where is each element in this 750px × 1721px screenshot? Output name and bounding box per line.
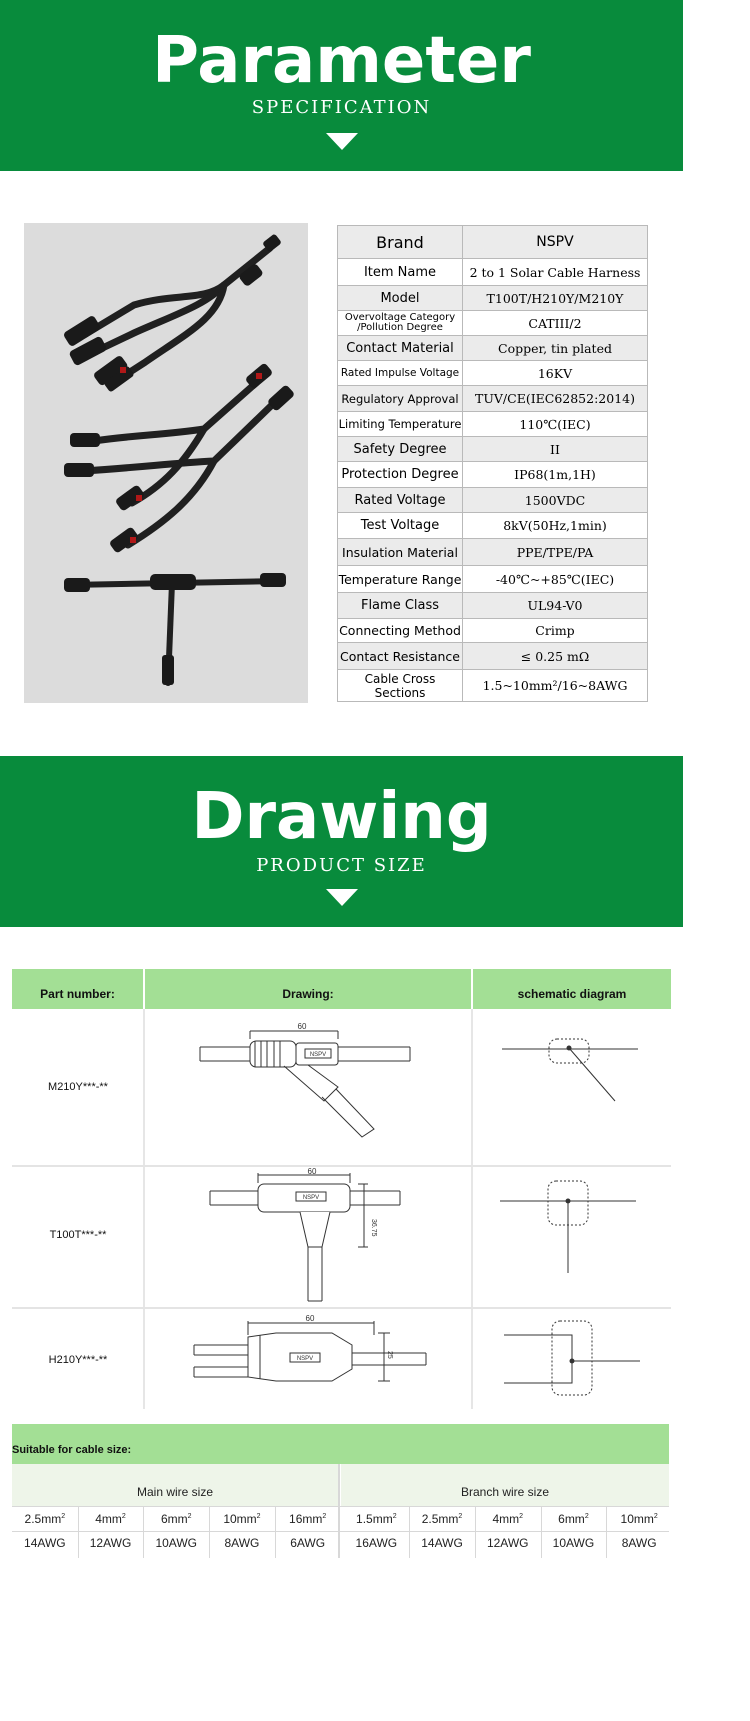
spec-value: 110℃(IEC) (463, 412, 648, 437)
specification-table (337, 225, 648, 702)
wire-size-mm: $6mm^2$ (558, 1512, 589, 1526)
t100t-drawing (12, 1167, 671, 1307)
wire-size-awg: 12AWG (486, 1536, 529, 1550)
spec-row (338, 619, 648, 643)
spec-key: Regulatory Approval (338, 386, 463, 412)
drawing-table (12, 969, 671, 1409)
spec-row (338, 336, 648, 361)
cell-divider (78, 1506, 79, 1558)
spec-row (338, 437, 648, 462)
spec-key: Protection Degree (338, 462, 463, 488)
spec-key: Contact Resistance (338, 643, 463, 670)
spec-key: Brand (338, 226, 463, 259)
spec-value: UL94-V0 (463, 593, 648, 619)
spec-row (338, 286, 648, 311)
spec-value: 2 to 1 Solar Cable Harness (463, 259, 648, 286)
spec-row (338, 259, 648, 286)
wire-size-awg: 12AWG (89, 1536, 132, 1550)
spec-row (338, 462, 648, 488)
wire-size-mm: $16mm^2$ (289, 1512, 327, 1526)
spec-key: Item Name (338, 259, 463, 286)
spec-row (338, 566, 648, 593)
spec-value: TUV/CE(IEC62852:2014) (463, 386, 648, 412)
dimension-label: 36.75 (370, 1219, 377, 1237)
spec-key: Model (338, 286, 463, 311)
wire-size-awg: 8AWG (224, 1536, 260, 1550)
drawing-title: Drawing (191, 780, 492, 854)
wire-size-mm: $10mm^2$ (620, 1512, 658, 1526)
drawing-row-h210y (12, 1309, 671, 1409)
down-arrow-icon (326, 133, 358, 150)
spec-row (338, 386, 648, 412)
drawing-row-t100t (12, 1167, 671, 1309)
drawing-row-m210y (12, 1009, 671, 1167)
header-part-number: Part number: (12, 969, 143, 1009)
main-wire-size-label: Main wire size (12, 1464, 338, 1506)
branch-wire-size-label: Branch wire size (341, 1464, 669, 1506)
spec-key: Safety Degree (338, 437, 463, 462)
spec-row (338, 513, 648, 539)
wire-size-awg: 8AWG (621, 1536, 657, 1550)
row-divider (12, 1531, 669, 1532)
spec-key: Temperature Range (338, 566, 463, 593)
h210y-drawing (12, 1309, 671, 1409)
spec-key: Overvoltage Category /Pollution Degree (338, 311, 463, 336)
spec-value: T100T/H210Y/M210Y (463, 286, 648, 311)
spec-value: 8kV(50Hz,1min) (463, 513, 648, 539)
cell-divider (409, 1506, 410, 1558)
spec-value: 1.5~10mm²/16~8AWG (463, 670, 648, 702)
spec-value: 16KV (463, 361, 648, 386)
spec-key: Limiting Temperature (338, 412, 463, 437)
wire-size-mm: $4mm^2$ (95, 1512, 126, 1526)
spec-row (338, 361, 648, 386)
spec-key: Insulation Material (338, 539, 463, 566)
dimension-label: 60 (297, 1022, 307, 1031)
spec-row (338, 670, 648, 702)
spec-value: PPE/TPE/PA (463, 539, 648, 566)
wire-size-awg: 16AWG (355, 1536, 398, 1550)
spec-key: Connecting Method (338, 619, 463, 643)
cell-divider (143, 1506, 144, 1558)
wire-size-awg: 10AWG (155, 1536, 198, 1550)
spec-row (338, 311, 648, 336)
cell-divider (541, 1506, 542, 1558)
wire-size-mm: $6mm^2$ (160, 1512, 192, 1526)
spec-value: Copper, tin plated (463, 336, 648, 361)
spec-row (338, 539, 648, 566)
logo-label: NSPV (302, 1195, 320, 1201)
row-divider (12, 1506, 669, 1507)
spec-value: ≤ 0.25 mΩ (463, 643, 648, 670)
wire-size-mm: $10mm^2$ (223, 1512, 261, 1526)
wire-size-awg: 10AWG (552, 1536, 595, 1550)
cell-divider (606, 1506, 607, 1558)
logo-label: NSPV (296, 1356, 314, 1362)
wire-size-awg: 14AWG (421, 1536, 463, 1550)
spec-value: II (463, 437, 648, 462)
part-number: T100T***-** (49, 1229, 107, 1241)
part-number: H210Y***-** (48, 1354, 108, 1366)
cell-divider (475, 1506, 476, 1558)
spec-row (338, 593, 648, 619)
header-schematic: schematic diagram (473, 969, 671, 1009)
wire-size-mm: $4mm^2$ (492, 1512, 524, 1526)
spec-key: Rated Voltage (338, 488, 463, 513)
cable-size-section (12, 1424, 669, 1558)
spec-value: -40℃~+85℃(IEC) (463, 566, 648, 593)
spec-row (338, 643, 648, 670)
spec-key: Contact Material (338, 336, 463, 361)
spec-value: Crimp (463, 619, 648, 643)
header-drawing: Drawing: (145, 969, 471, 1009)
wire-size-mm: $1.5mm^2$ (356, 1512, 397, 1526)
spec-row (338, 412, 648, 437)
spec-key: Flame Class (338, 593, 463, 619)
spec-key: Cable Cross Sections (338, 670, 463, 702)
product-photo (24, 223, 308, 703)
wire-size-mm: $2.5mm^2$ (24, 1512, 66, 1526)
dimension-label: 25 (386, 1351, 393, 1359)
drawing-banner (0, 756, 683, 927)
cable-harness-illustration (24, 223, 308, 703)
cell-divider (209, 1506, 210, 1558)
spec-key: Test Voltage (338, 513, 463, 539)
spec-row (338, 226, 648, 259)
cell-divider (275, 1506, 276, 1558)
part-number: M210Y***-** (48, 1081, 108, 1093)
cable-size-title: Suitable for cable size: (12, 1424, 669, 1464)
wire-size-awg: 14AWG (24, 1536, 66, 1550)
wire-size-mm: $2.5mm^2$ (421, 1512, 463, 1526)
parameter-title: Parameter (152, 24, 531, 98)
down-arrow-icon (326, 889, 358, 906)
spec-key: Rated Impulse Voltage (338, 361, 463, 386)
wire-size-awg: 6AWG (290, 1536, 326, 1550)
parameter-banner (0, 0, 683, 171)
logo-label: NSPV (309, 1052, 327, 1058)
spec-value: CATIII/2 (463, 311, 648, 336)
drawing-subtitle: PRODUCT SIZE (256, 855, 427, 876)
spec-value: NSPV (463, 226, 648, 259)
parameter-subtitle: SPECIFICATION (251, 97, 432, 118)
spec-row (338, 488, 648, 513)
dimension-label: 60 (307, 1167, 317, 1176)
spec-value: 1500VDC (463, 488, 648, 513)
spec-value: IP68(1m,1H) (463, 462, 648, 488)
dimension-label: 60 (305, 1314, 315, 1323)
m210y-drawing (12, 1009, 671, 1165)
